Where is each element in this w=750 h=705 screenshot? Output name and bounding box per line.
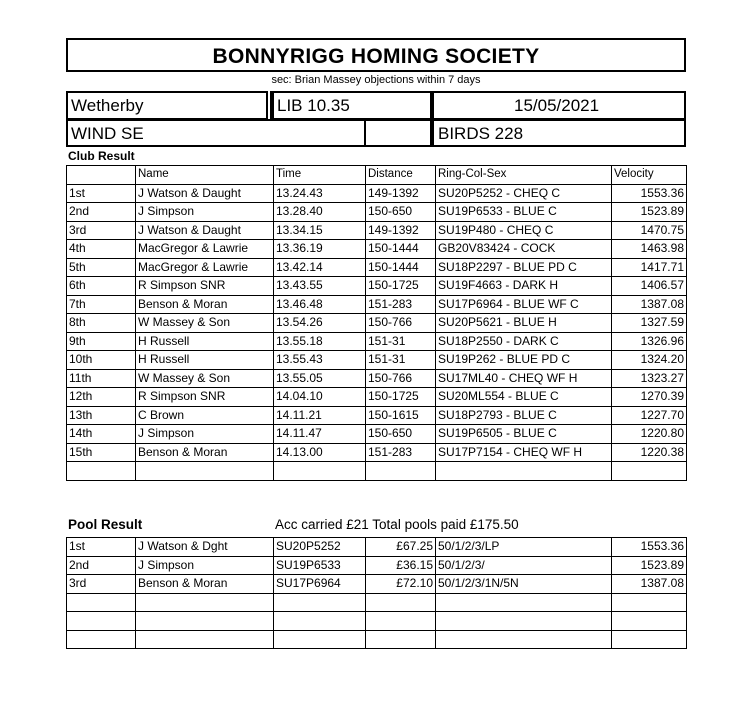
table-cell: 150-650: [366, 425, 436, 444]
table-cell: 1387.08: [612, 575, 687, 594]
table-cell: 13.28.40: [274, 203, 366, 222]
table-cell: 12th: [67, 388, 136, 407]
table-cell: 13th: [67, 406, 136, 425]
table-cell: 151-31: [366, 351, 436, 370]
table-cell: [136, 630, 274, 649]
pool-result-row: [67, 575, 687, 594]
table-cell: [274, 462, 366, 481]
table-cell: 2nd: [67, 203, 136, 222]
table-cell: 151-283: [366, 443, 436, 462]
column-header: Name: [136, 166, 274, 185]
club-result-row: [67, 406, 687, 425]
table-cell: [136, 612, 274, 631]
table-cell: 1220.38: [612, 443, 687, 462]
table-cell: 13.55.05: [274, 369, 366, 388]
table-cell: J Simpson: [136, 425, 274, 444]
table-cell: [366, 612, 436, 631]
table-cell: 150-766: [366, 369, 436, 388]
table-cell: SU17P6964: [274, 575, 366, 594]
table-cell: W Massey & Son: [136, 314, 274, 333]
table-cell: R Simpson SNR: [136, 277, 274, 296]
table-cell: 1470.75: [612, 221, 687, 240]
club-result-row: [67, 332, 687, 351]
table-cell: 3rd: [67, 575, 136, 594]
column-header: [67, 166, 136, 185]
table-cell: J Watson & Daught: [136, 184, 274, 203]
wind-direction: WIND SE: [66, 119, 366, 147]
club-result-row: [67, 462, 687, 481]
table-cell: 10th: [67, 351, 136, 370]
table-cell: [274, 630, 366, 649]
table-cell: [136, 593, 274, 612]
table-cell: £36.15: [366, 556, 436, 575]
club-result-row: [67, 351, 687, 370]
table-cell: 14.04.10: [274, 388, 366, 407]
table-cell: [67, 462, 136, 481]
table-cell: SU19P6533 - BLUE C: [436, 203, 612, 222]
club-result-row: [67, 369, 687, 388]
table-cell: 1387.08: [612, 295, 687, 314]
table-cell: [436, 593, 612, 612]
table-cell: 151-31: [366, 332, 436, 351]
table-cell: 1227.70: [612, 406, 687, 425]
table-cell: 150-650: [366, 203, 436, 222]
table-cell: 1st: [67, 184, 136, 203]
table-cell: 150-1615: [366, 406, 436, 425]
table-cell: 3rd: [67, 221, 136, 240]
table-cell: J Simpson: [136, 556, 274, 575]
table-cell: SU19F4663 - DARK H: [436, 277, 612, 296]
table-cell: 149-1392: [366, 184, 436, 203]
table-cell: 7th: [67, 295, 136, 314]
column-header: Velocity: [612, 166, 687, 185]
table-cell: 1463.98: [612, 240, 687, 259]
table-cell: SU20ML554 - BLUE C: [436, 388, 612, 407]
table-cell: [136, 462, 274, 481]
club-result-row: [67, 258, 687, 277]
table-cell: SU17P7154 - CHEQ WF H: [436, 443, 612, 462]
table-cell: 13.54.26: [274, 314, 366, 333]
column-header: Distance: [366, 166, 436, 185]
table-cell: 1523.89: [612, 203, 687, 222]
table-cell: 1326.96: [612, 332, 687, 351]
table-cell: MacGregor & Lawrie: [136, 258, 274, 277]
pool-result-row: [67, 538, 687, 557]
club-result-row: [67, 295, 687, 314]
info-spacer-box: [364, 119, 432, 147]
table-cell: [274, 612, 366, 631]
table-cell: SU19P6533: [274, 556, 366, 575]
club-result-row: [67, 203, 687, 222]
table-cell: 1406.57: [612, 277, 687, 296]
table-cell: 13.55.43: [274, 351, 366, 370]
table-cell: 1st: [67, 538, 136, 557]
table-cell: 150-1444: [366, 258, 436, 277]
table-cell: 14th: [67, 425, 136, 444]
table-cell: R Simpson SNR: [136, 388, 274, 407]
table-cell: SU19P6505 - BLUE C: [436, 425, 612, 444]
table-cell: 8th: [67, 314, 136, 333]
table-cell: [67, 630, 136, 649]
table-cell: SU17P6964 - BLUE WF C: [436, 295, 612, 314]
pool-result-row: [67, 630, 687, 649]
table-cell: £72.10: [366, 575, 436, 594]
table-cell: [366, 462, 436, 481]
club-result-row: [67, 277, 687, 296]
table-cell: SU20P5252 - CHEQ C: [436, 184, 612, 203]
table-cell: SU18P2297 - BLUE PD C: [436, 258, 612, 277]
club-result-row: [67, 221, 687, 240]
table-cell: SU19P262 - BLUE PD C: [436, 351, 612, 370]
club-result-row: [67, 388, 687, 407]
table-cell: 1553.36: [612, 184, 687, 203]
liberation-time: LIB 10.35: [270, 91, 432, 120]
table-cell: SU17ML40 - CHEQ WF H: [436, 369, 612, 388]
table-cell: 5th: [67, 258, 136, 277]
table-cell: 1323.27: [612, 369, 687, 388]
column-header: Time: [274, 166, 366, 185]
table-cell: 6th: [67, 277, 136, 296]
table-cell: 1220.80: [612, 425, 687, 444]
table-cell: [612, 630, 687, 649]
table-cell: H Russell: [136, 351, 274, 370]
pool-result-heading: Pool Result: [68, 517, 143, 532]
table-cell: SU19P480 - CHEQ C: [436, 221, 612, 240]
table-cell: 15th: [67, 443, 136, 462]
table-cell: 1417.71: [612, 258, 687, 277]
club-result-row: [67, 240, 687, 259]
bird-count: BIRDS 228: [432, 119, 686, 147]
club-result-heading: Club Result: [68, 149, 135, 163]
page-title: BONNYRIGG HOMING SOCIETY: [66, 38, 686, 72]
club-result-row: [67, 443, 687, 462]
table-cell: 11th: [67, 369, 136, 388]
table-cell: 149-1392: [366, 221, 436, 240]
table-cell: Benson & Moran: [136, 443, 274, 462]
pool-result-row: [67, 593, 687, 612]
table-cell: 13.43.55: [274, 277, 366, 296]
table-cell: J Simpson: [136, 203, 274, 222]
table-cell: 4th: [67, 240, 136, 259]
table-cell: J Watson & Daught: [136, 221, 274, 240]
table-cell: [366, 630, 436, 649]
table-cell: 50/1/2/3/LP: [436, 538, 612, 557]
table-cell: 13.46.48: [274, 295, 366, 314]
table-cell: SU20P5621 - BLUE H: [436, 314, 612, 333]
table-cell: 13.55.18: [274, 332, 366, 351]
table-cell: H Russell: [136, 332, 274, 351]
table-cell: SU18P2550 - DARK C: [436, 332, 612, 351]
table-cell: 14.11.47: [274, 425, 366, 444]
pool-result-row: [67, 612, 687, 631]
club-result-row: [67, 425, 687, 444]
race-date: 15/05/2021: [432, 91, 686, 120]
club-result-row: [67, 314, 687, 333]
table-cell: [67, 593, 136, 612]
table-cell: 150-1725: [366, 388, 436, 407]
table-header-row: [67, 166, 687, 185]
table-cell: [436, 630, 612, 649]
table-cell: J Watson & Dght: [136, 538, 274, 557]
table-cell: [612, 612, 687, 631]
table-cell: GB20V83424 - COCK: [436, 240, 612, 259]
table-cell: [436, 462, 612, 481]
table-cell: 14.13.00: [274, 443, 366, 462]
table-cell: SU18P2793 - BLUE C: [436, 406, 612, 425]
table-cell: 50/1/2/3/1N/5N: [436, 575, 612, 594]
table-cell: 150-1444: [366, 240, 436, 259]
club-result-table: [66, 165, 687, 481]
column-header: Ring-Col-Sex: [436, 166, 612, 185]
table-cell: C Brown: [136, 406, 274, 425]
table-cell: 13.34.15: [274, 221, 366, 240]
table-cell: 150-766: [366, 314, 436, 333]
pool-result-table: [66, 537, 687, 649]
table-cell: 13.24.43: [274, 184, 366, 203]
table-cell: Benson & Moran: [136, 575, 274, 594]
table-cell: 151-283: [366, 295, 436, 314]
secretary-note: sec: Brian Massey objections within 7 days: [271, 74, 481, 86]
pool-result-row: [67, 556, 687, 575]
table-cell: W Massey & Son: [136, 369, 274, 388]
table-cell: [436, 612, 612, 631]
table-cell: 13.36.19: [274, 240, 366, 259]
table-cell: 9th: [67, 332, 136, 351]
table-cell: [612, 462, 687, 481]
table-cell: [274, 593, 366, 612]
table-cell: £67.25: [366, 538, 436, 557]
table-cell: Benson & Moran: [136, 295, 274, 314]
club-result-row: [67, 184, 687, 203]
table-cell: 1327.59: [612, 314, 687, 333]
table-cell: [67, 612, 136, 631]
table-cell: [612, 593, 687, 612]
table-cell: MacGregor & Lawrie: [136, 240, 274, 259]
table-cell: 2nd: [67, 556, 136, 575]
table-cell: 50/1/2/3/: [436, 556, 612, 575]
pool-summary: Acc carried £21 Total pools paid £175.50: [275, 517, 519, 532]
table-cell: 14.11.21: [274, 406, 366, 425]
table-cell: [366, 593, 436, 612]
table-cell: 1553.36: [612, 538, 687, 557]
table-cell: 150-1725: [366, 277, 436, 296]
table-cell: 1270.39: [612, 388, 687, 407]
table-cell: SU20P5252: [274, 538, 366, 557]
race-location: Wetherby: [66, 91, 268, 120]
table-cell: 1523.89: [612, 556, 687, 575]
table-cell: 13.42.14: [274, 258, 366, 277]
table-cell: 1324.20: [612, 351, 687, 370]
